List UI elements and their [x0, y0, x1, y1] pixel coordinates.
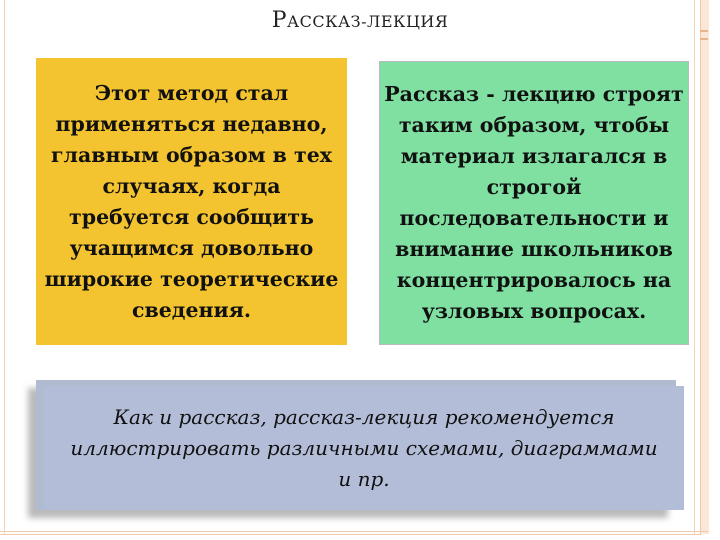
bottom-text-box — [44, 386, 684, 510]
frame-left-line — [4, 0, 5, 534]
slide-title-initial: Р — [271, 8, 288, 33]
right-text-box — [379, 61, 689, 345]
frame-right-band — [700, 0, 709, 534]
frame-right-line — [694, 0, 695, 534]
right-box-text: Рассказ - лекцию строят таким образом, чтобы материал излагался в строгой последовательности и внимание школьников концентрировалось на узловых вопросах. — [384, 82, 684, 323]
left-box-text: Этот метод стал применяться недавно, главным образом в тех случаях, когда требуется сообщить учащимся довольно широкие теоретические сведения. — [44, 80, 339, 322]
slide-title-rest: АССКАЗ-ЛЕКЦИЯ — [287, 12, 449, 31]
frame-bottom-line — [0, 531, 708, 532]
left-text-box — [36, 58, 347, 345]
bottom-box-text: Как и рассказ, рассказ-лекция рекомендуется иллюстрировать различными схемами, диаграммами и пр. — [70, 404, 658, 491]
slide-title — [0, 8, 720, 33]
